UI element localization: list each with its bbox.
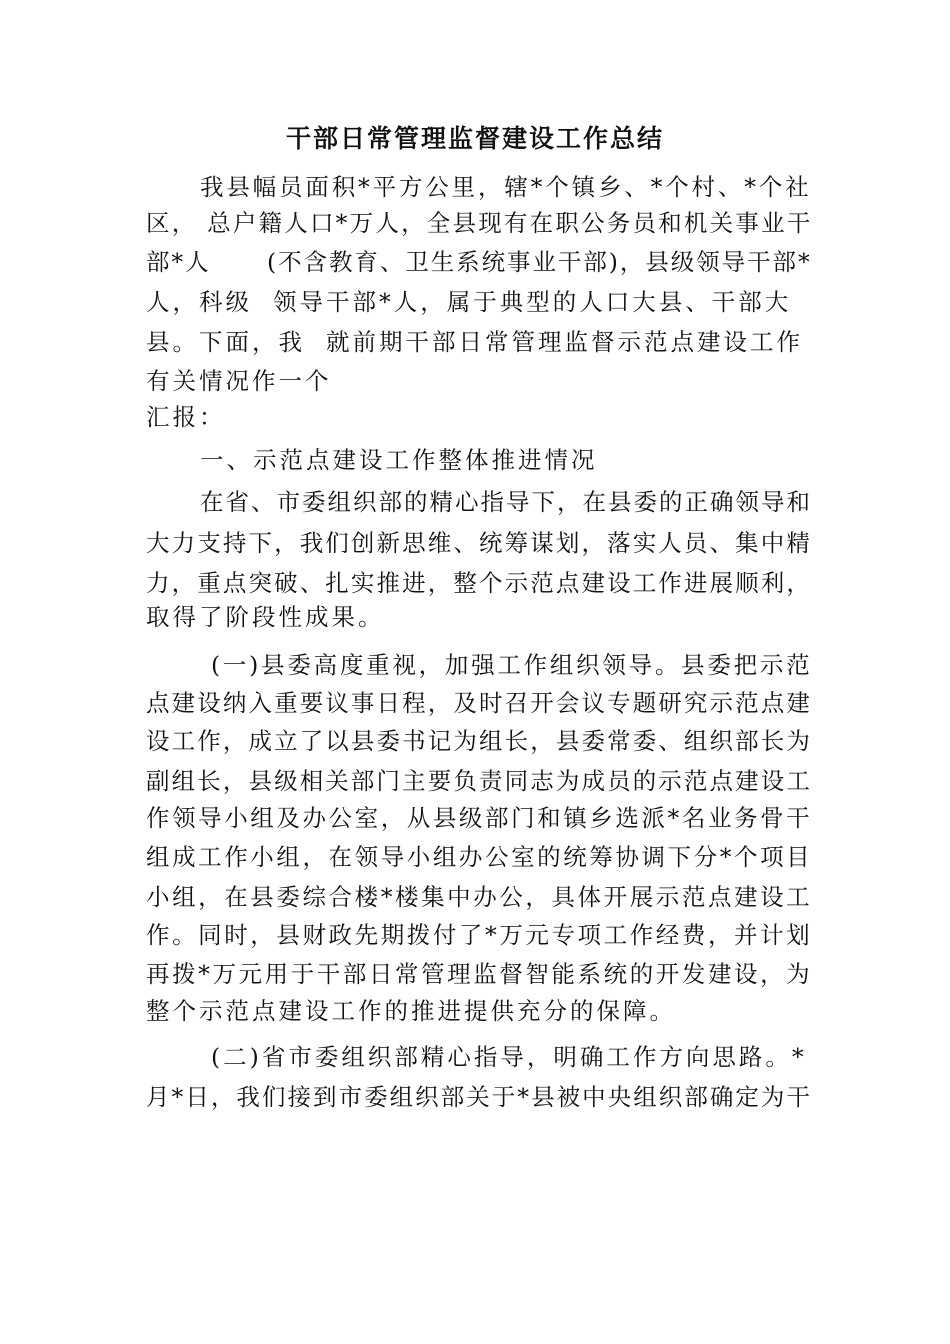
subsection1-line: 整个示范点建设工作的推进提供充分的保障。 (146, 997, 676, 1025)
subsection1-line: 作领导小组及办公室，从县级部门和镇乡选派*名业务骨干 (146, 804, 813, 832)
section1-line: 在省、市委组织部的精心指导下，在县委的正确领导和 (200, 488, 812, 516)
intro-line: 部*人 (不含教育、卫生系统事业干部)，县级领导干部* (146, 248, 812, 276)
document-title: 干部日常管理监督建设工作总结 (285, 124, 664, 153)
section1-line: 大力支持下，我们创新思维、统筹谋划，落实人员、集中精 (146, 529, 812, 557)
subsection1-line: 组成工作小组，在领导小组办公室的统筹协调下分*个项目 (146, 843, 813, 871)
subsection1-line: 副组长，县级相关部门主要负责同志为成员的示范点建设工 (146, 767, 812, 795)
subsection1-line: 点建设纳入重要议事日程，及时召开会议专题研究示范点建 (146, 689, 812, 717)
subsection2-line: (二)省市委组织部精心指导，明确工作方向思路。* (211, 1043, 807, 1071)
subsection1-line: 作。同时，县财政先期拨付了*万元专项工作经费，并计划 (146, 921, 813, 949)
subsection1-line: 再拨*万元用于干部日常管理监督智能系统的开发建设，为 (146, 960, 813, 988)
intro-line: 区， 总户籍人口*万人，全县现有在职公务员和机关事业干 (146, 209, 813, 237)
intro-line: 人，科级 领导干部*人，属于典型的人口大县、干部大 (146, 288, 792, 316)
intro-line: 有关情况作一个 (146, 367, 332, 395)
intro-line: 我县幅员面积*平方公里，辖*个镇乡、*个村、*个社 (200, 173, 812, 201)
subsection2-line: 月*日，我们接到市委组织部关于*县被中央组织部确定为干 (146, 1083, 812, 1111)
subsection1-line: 小组，在县委综合楼*楼集中办公，具体开展示范点建设工 (146, 883, 813, 911)
section1-line: 力，重点突破、扎实推进，整个示范点建设工作进展顺利， (146, 569, 812, 597)
intro-line: 汇报： (146, 403, 226, 431)
section-heading: 一、示范点建设工作整体推进情况 (200, 446, 598, 474)
subsection1-line: 设工作，成立了以县委书记为组长，县委常委、组织部长为 (146, 727, 812, 755)
intro-line: 县。下面，我 就前期干部日常管理监督示范点建设工作 (146, 328, 803, 356)
section1-line: 取得了阶段性成果。 (146, 603, 385, 631)
subsection1-line: (一)县委高度重视，加强工作组织领导。县委把示范 (211, 651, 813, 679)
